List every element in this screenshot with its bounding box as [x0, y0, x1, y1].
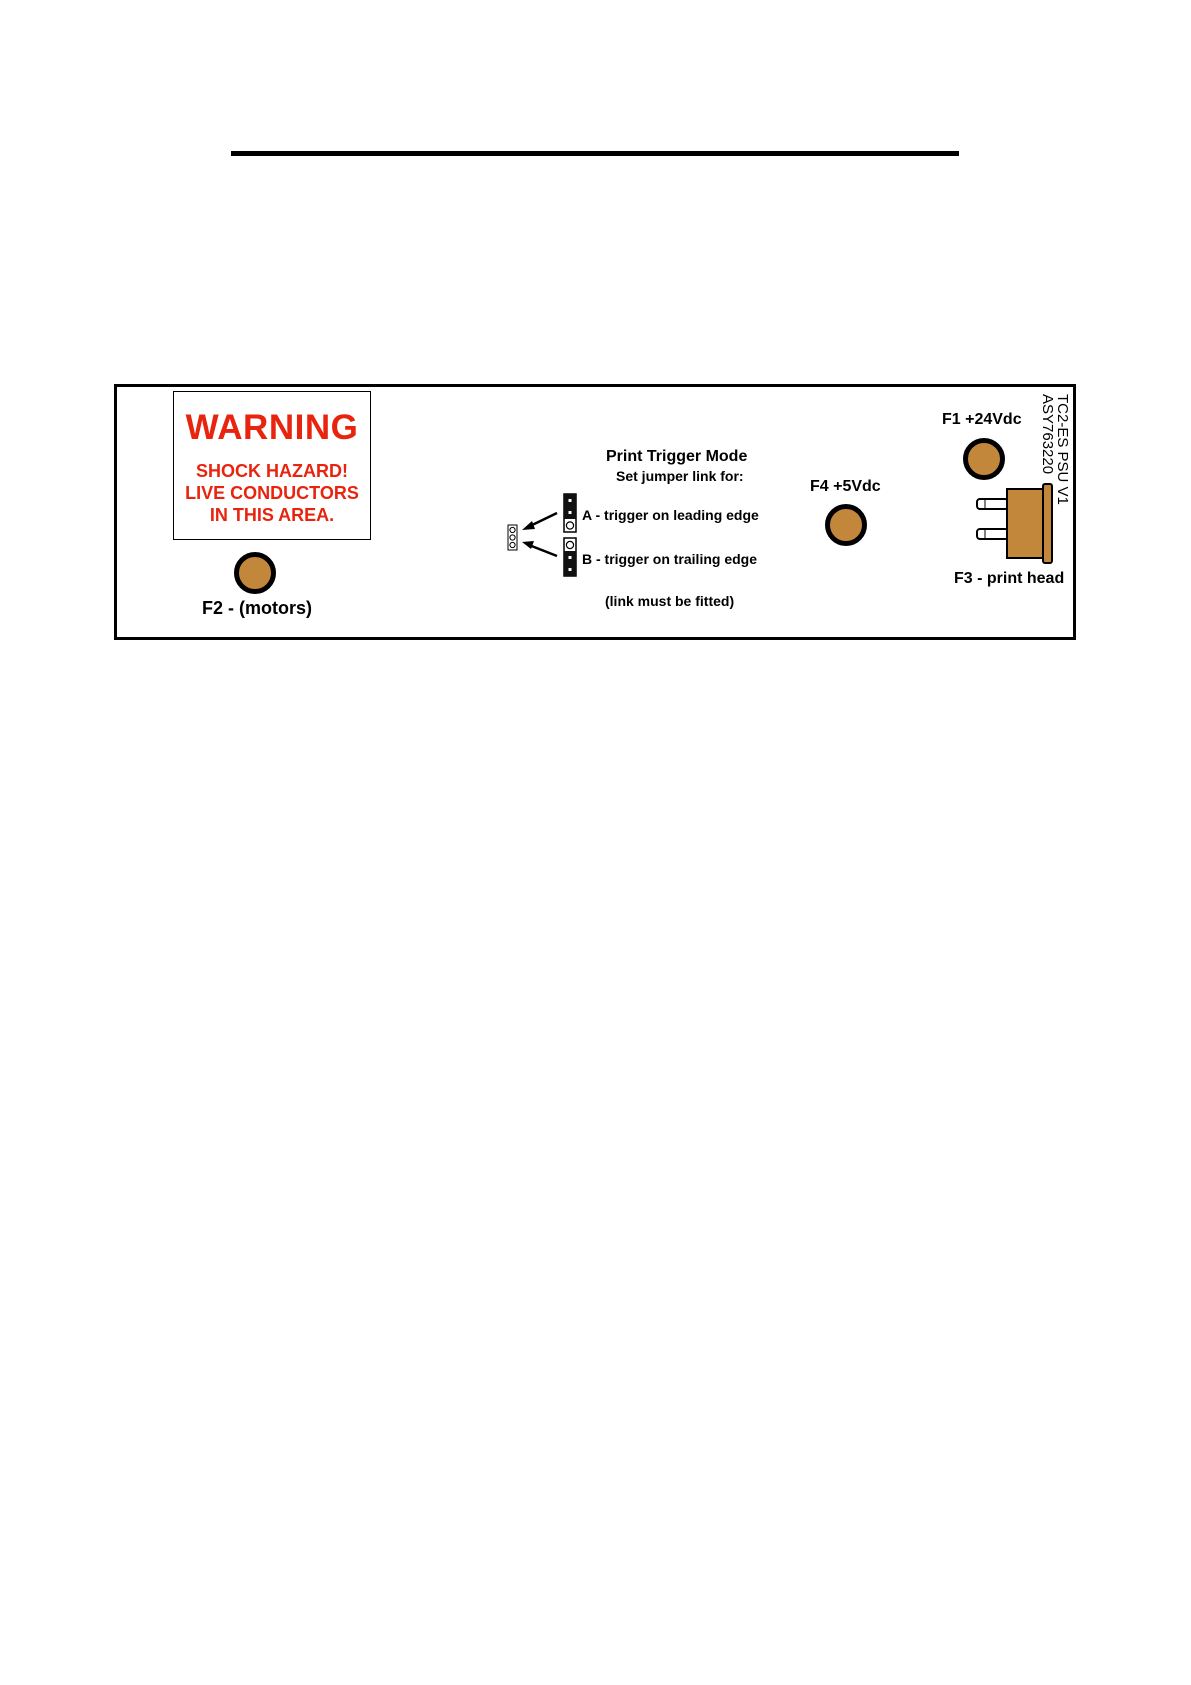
- jumper-b-icon: [564, 538, 576, 576]
- fuse-f1-icon: [963, 438, 1005, 480]
- trigger-note: (link must be fitted): [605, 593, 735, 609]
- fuse-f2-label: F2 - (motors): [202, 598, 312, 618]
- jumper-a-icon: [564, 494, 576, 532]
- jumper-header-icon: [508, 525, 517, 550]
- fuse-f1-label: F1 +24Vdc: [942, 411, 1022, 428]
- warning-line-1: SHOCK HAZARD!: [196, 461, 348, 481]
- trigger-title: Print Trigger Mode: [606, 448, 748, 465]
- board-id-line-1: TC2-ES PSU V1: [1054, 394, 1071, 505]
- warning-line-2: LIVE CONDUCTORS: [185, 483, 359, 503]
- arrow-b-icon: [522, 541, 557, 556]
- arrow-a-icon: [522, 513, 557, 530]
- warning-line-3: IN THIS AREA.: [209, 505, 335, 525]
- trigger-option-a: A - trigger on leading edge: [582, 507, 759, 523]
- warning-title: WARNING: [185, 408, 359, 447]
- trigger-option-b: B - trigger on trailing edge: [582, 551, 758, 567]
- fuse-f3-label: F3 - print head: [954, 570, 1065, 587]
- board-id-line-2: ASY763220: [1039, 394, 1056, 475]
- fuse-f4-label: F4 +5Vdc: [810, 478, 881, 495]
- fuse-f4-icon: [825, 504, 867, 546]
- board-id: [1040, 394, 1070, 505]
- trigger-subtitle: Set jumper link for:: [616, 468, 744, 484]
